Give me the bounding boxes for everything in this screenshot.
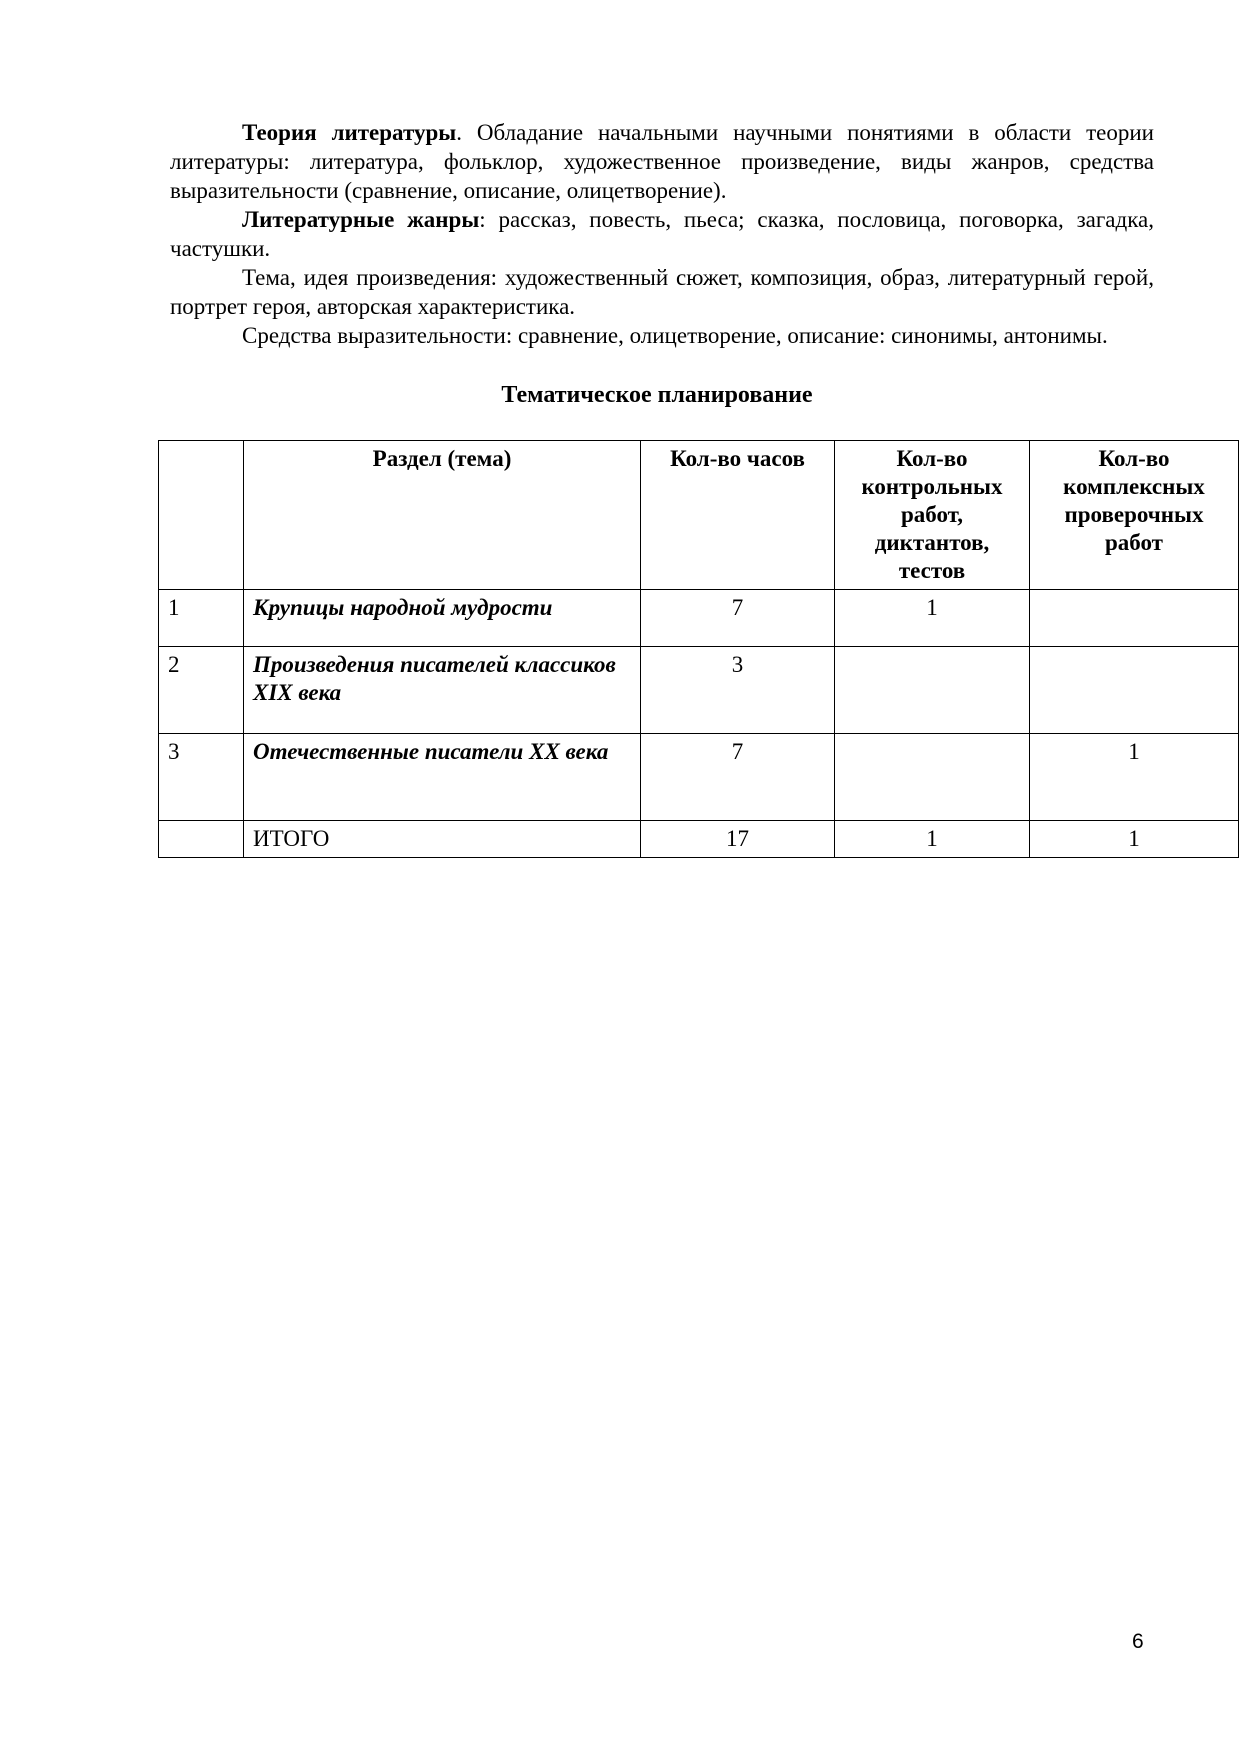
total-complex: 1 bbox=[1030, 821, 1239, 858]
total-tests: 1 bbox=[835, 821, 1030, 858]
table-total-row bbox=[159, 821, 1239, 858]
table-title: Тематическое планирование bbox=[501, 382, 813, 408]
row-complex bbox=[1030, 590, 1239, 647]
total-label: ИТОГО bbox=[244, 821, 641, 858]
row-hours: 3 bbox=[641, 647, 835, 734]
row-complex: 1 bbox=[1030, 734, 1239, 821]
paragraph-genres-text: : рассказ, повесть, пьеса; сказка, пословица, поговорка, загадка, частушки. bbox=[170, 207, 1154, 261]
header-hours: Кол-во часов bbox=[641, 441, 835, 590]
row-num: 2 bbox=[159, 647, 244, 734]
row-tests bbox=[835, 647, 1030, 734]
paragraph-theory-text: . Обладание начальными научными понятиями в области теории литературы: литература, фольклор, художественное произведение, виды жанров, средства выразительности (сравнение, описание, олицетворение). bbox=[170, 120, 1154, 203]
row-topic: Отечественные писатели XX века bbox=[244, 734, 641, 821]
row-complex bbox=[1030, 647, 1239, 734]
thematic-plan-table bbox=[158, 440, 1239, 858]
total-num-cell bbox=[159, 821, 244, 858]
paragraph-theory bbox=[170, 118, 1154, 205]
table-row bbox=[159, 734, 1239, 821]
row-num: 1 bbox=[159, 590, 244, 647]
header-complex: Кол-во комплексных проверочных работ bbox=[1030, 441, 1239, 590]
table-row bbox=[159, 590, 1239, 647]
page-number: 6 bbox=[1132, 1630, 1144, 1653]
row-tests bbox=[835, 734, 1030, 821]
paragraph-theme: Тема, идея произведения: художественный сюжет, композиция, образ, литературный герой, портрет героя, авторская характеристика. bbox=[170, 265, 1154, 319]
table-header-row bbox=[159, 441, 1239, 590]
row-topic: Произведения писателей классиков XIX века bbox=[244, 647, 641, 734]
header-topic: Раздел (тема) bbox=[244, 441, 641, 590]
header-num bbox=[159, 441, 244, 590]
body-text bbox=[170, 118, 1154, 350]
row-hours: 7 bbox=[641, 734, 835, 821]
table-row bbox=[159, 647, 1239, 734]
paragraph-genres-lead: Литературные жанры bbox=[242, 207, 480, 232]
paragraph-genres bbox=[170, 205, 1154, 263]
paragraph-means: Средства выразительности: сравнение, олицетворение, описание: синонимы, антонимы. bbox=[242, 323, 1108, 348]
row-hours: 7 bbox=[641, 590, 835, 647]
header-tests: Кол-во контрольных работ, диктантов, тестов bbox=[835, 441, 1030, 590]
row-topic: Крупицы народной мудрости bbox=[244, 590, 641, 647]
paragraph-theory-lead: Теория литературы bbox=[242, 120, 457, 145]
total-hours: 17 bbox=[641, 821, 835, 858]
row-tests: 1 bbox=[835, 590, 1030, 647]
row-num: 3 bbox=[159, 734, 244, 821]
